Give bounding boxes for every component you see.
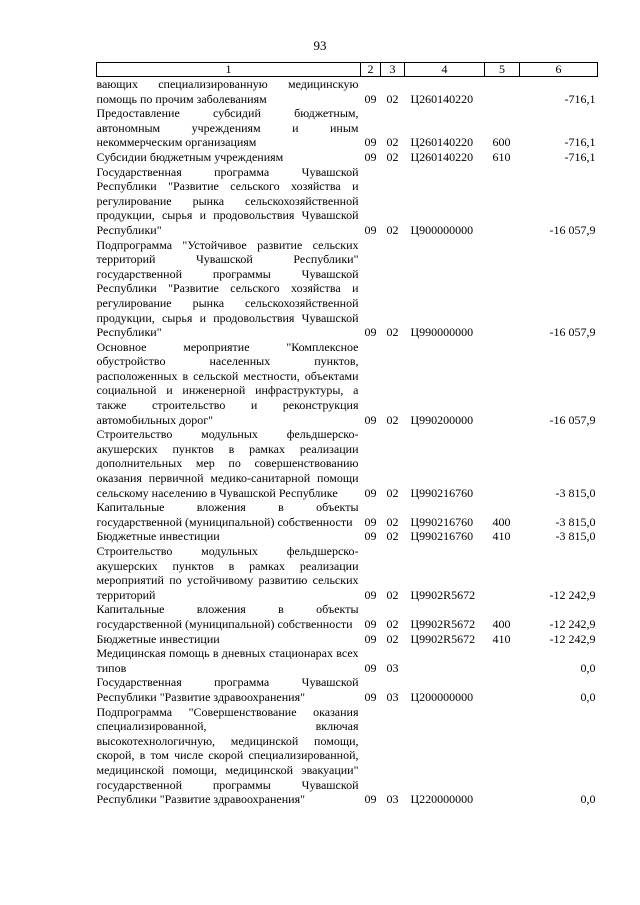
row-expense-type: 410 <box>492 529 511 544</box>
row-amount: 0,0 <box>580 660 596 675</box>
row-amount: -3 815,0 <box>555 514 596 529</box>
row-target-article: Ц990216760 <box>410 485 474 500</box>
row-expense-type <box>485 165 520 238</box>
row-description: Капитальные вложения в объекты государственной (муниципальной) собственности <box>96 500 359 529</box>
row-subsection: 02 <box>386 222 399 237</box>
row-amount: -12 242,9 <box>549 631 596 646</box>
row-description: вающих специализированную медицинскую помощь по прочим заболеваниям <box>96 77 359 106</box>
row-expense-type: 410 <box>492 631 511 646</box>
table-row <box>97 602 598 631</box>
row-target-article: Ц9902R5672 <box>410 616 476 631</box>
row-section: 09 <box>364 631 377 646</box>
row-section: 09 <box>364 412 377 427</box>
row-target-article: Ц990216760 <box>410 529 474 544</box>
table-body <box>97 77 598 807</box>
row-description: Капитальные вложения в объекты государственной (муниципальной) собственности <box>96 602 359 631</box>
row-description: Государственная программа Чувашской Республики "Развитие сельского хозяйства и регулирование рынка сельскохозяйственной продукции, сырья и продовольствия Чувашской Республики" <box>96 164 359 237</box>
row-amount: -3 815,0 <box>555 529 596 544</box>
row-description: Бюджетные инвестиции <box>96 631 220 646</box>
row-description: Субсидии бюджетным учреждениям <box>96 149 284 164</box>
row-target-article: Ц9902R5672 <box>410 631 476 646</box>
row-subsection: 03 <box>386 792 399 807</box>
table-row <box>97 106 598 150</box>
row-section: 09 <box>364 616 377 631</box>
table-row <box>97 340 598 428</box>
table-row <box>97 544 598 602</box>
row-target-article: Ц990000000 <box>410 325 474 340</box>
row-description: Подпрограмма "Устойчивое развитие сельских территорий Чувашской Республики" государственной программы Чувашской Республики "Развитие сельского хозяйства и регулирование рынка сельскохозяйственной продукции, сырья и продовольствия Чувашской Республики" <box>96 237 359 340</box>
row-target-article: Ц200000000 <box>410 689 474 704</box>
row-target-article: Ц220000000 <box>410 792 474 807</box>
row-amount: -16 057,9 <box>549 325 596 340</box>
row-amount: -12 242,9 <box>549 587 596 602</box>
column-header-subsection: 3 <box>381 63 405 77</box>
row-expense-type <box>485 646 520 675</box>
row-expense-type: 600 <box>492 135 511 150</box>
row-subsection: 02 <box>386 616 399 631</box>
row-subsection: 02 <box>386 485 399 500</box>
row-subsection: 02 <box>386 135 399 150</box>
row-subsection: 02 <box>386 325 399 340</box>
row-section: 09 <box>364 222 377 237</box>
row-section: 09 <box>364 325 377 340</box>
row-subsection: 02 <box>386 631 399 646</box>
table-header <box>97 63 598 77</box>
table-row <box>97 77 598 107</box>
row-amount: -16 057,9 <box>549 412 596 427</box>
row-subsection: 02 <box>386 514 399 529</box>
row-section: 09 <box>364 660 377 675</box>
row-section: 09 <box>364 514 377 529</box>
row-section: 09 <box>364 135 377 150</box>
page-number: 93 <box>313 38 327 53</box>
row-target-article: Ц260140220 <box>410 91 474 106</box>
row-expense-type <box>485 340 520 428</box>
row-expense-type: 400 <box>492 514 511 529</box>
row-target-article: Ц990216760 <box>410 514 474 529</box>
budget-table <box>96 62 598 807</box>
row-expense-type <box>485 544 520 602</box>
row-subsection: 02 <box>386 91 399 106</box>
table-row <box>97 632 598 647</box>
table-row <box>97 675 598 704</box>
row-section: 09 <box>364 149 377 164</box>
row-amount: -12 242,9 <box>549 616 596 631</box>
row-section: 09 <box>364 91 377 106</box>
row-section: 09 <box>364 485 377 500</box>
row-target-article: Ц900000000 <box>410 222 474 237</box>
table-row <box>97 150 598 165</box>
row-amount: -716,1 <box>564 149 596 164</box>
row-description: Предоставление субсидий бюджетным, автономным учреждениям и иным некоммерческим организациям <box>96 106 359 150</box>
row-expense-type <box>485 705 520 807</box>
row-description: Медицинская помощь в дневных стационарах всех типов <box>96 646 359 675</box>
table-row <box>97 646 598 675</box>
row-amount: -716,1 <box>564 91 596 106</box>
row-subsection: 02 <box>386 149 399 164</box>
table-row <box>97 500 598 529</box>
row-expense-type <box>485 675 520 704</box>
row-target-article: Ц260140220 <box>410 135 474 150</box>
column-header-amount: 6 <box>520 63 598 77</box>
row-expense-type <box>485 238 520 340</box>
row-expense-type: 610 <box>492 149 511 164</box>
table-row <box>97 529 598 544</box>
row-amount: -3 815,0 <box>555 485 596 500</box>
row-subsection: 03 <box>386 689 399 704</box>
table-row <box>97 427 598 500</box>
column-header-description: 1 <box>97 63 361 77</box>
row-section: 09 <box>364 689 377 704</box>
row-description: Строительство модульных фельдшерско-акушерских пунктов в рамках реализации мероприятий по устойчивому развитию сельских территорий <box>96 544 359 602</box>
column-header-target-article: 4 <box>405 63 485 77</box>
row-expense-type: 400 <box>492 616 511 631</box>
row-amount: 0,0 <box>580 689 596 704</box>
column-header-expense-type: 5 <box>485 63 520 77</box>
row-amount: -716,1 <box>564 135 596 150</box>
row-section: 09 <box>364 529 377 544</box>
row-amount: -16 057,9 <box>549 222 596 237</box>
row-subsection: 02 <box>386 587 399 602</box>
row-section: 09 <box>364 792 377 807</box>
row-description: Строительство модульных фельдшерско-акушерских пунктов в рамках реализации дополнительных мер по совершенствованию оказания первичной медико-санитарной помощи сельскому населению в Чувашской Республике <box>96 427 359 500</box>
row-description: Бюджетные инвестиции <box>96 529 220 544</box>
row-target-article: Ц260140220 <box>410 149 474 164</box>
row-subsection: 02 <box>386 412 399 427</box>
row-section: 09 <box>364 587 377 602</box>
table-row <box>97 238 598 340</box>
row-description: Подпрограмма "Совершенствование оказания специализированной, включая высокотехнологичную, медицинской помощи, скорой, в том числе скорой специализированной, медицинской помощи, медицинской эвакуации" государственной программы Чувашской Республики "Развитие здравоохранения" <box>96 704 359 807</box>
row-expense-type <box>485 77 520 107</box>
table-row <box>97 705 598 807</box>
column-header-section: 2 <box>361 63 381 77</box>
row-description: Основное мероприятие "Комплексное обустройство населенных пунктов, расположенных в сельской местности, объектами социальной и инженерной инфраструктуры, а также строительство и реконструкция автомобильных дорог" <box>96 339 359 427</box>
row-expense-type <box>485 427 520 500</box>
row-subsection: 03 <box>386 660 399 675</box>
row-target-article: Ц9902R5672 <box>410 587 476 602</box>
row-description: Государственная программа Чувашской Республики "Развитие здравоохранения" <box>96 675 359 704</box>
row-target-article <box>405 646 485 675</box>
table-row <box>97 165 598 238</box>
row-target-article: Ц990200000 <box>410 412 474 427</box>
row-amount: 0,0 <box>580 792 596 807</box>
row-subsection: 02 <box>386 529 399 544</box>
